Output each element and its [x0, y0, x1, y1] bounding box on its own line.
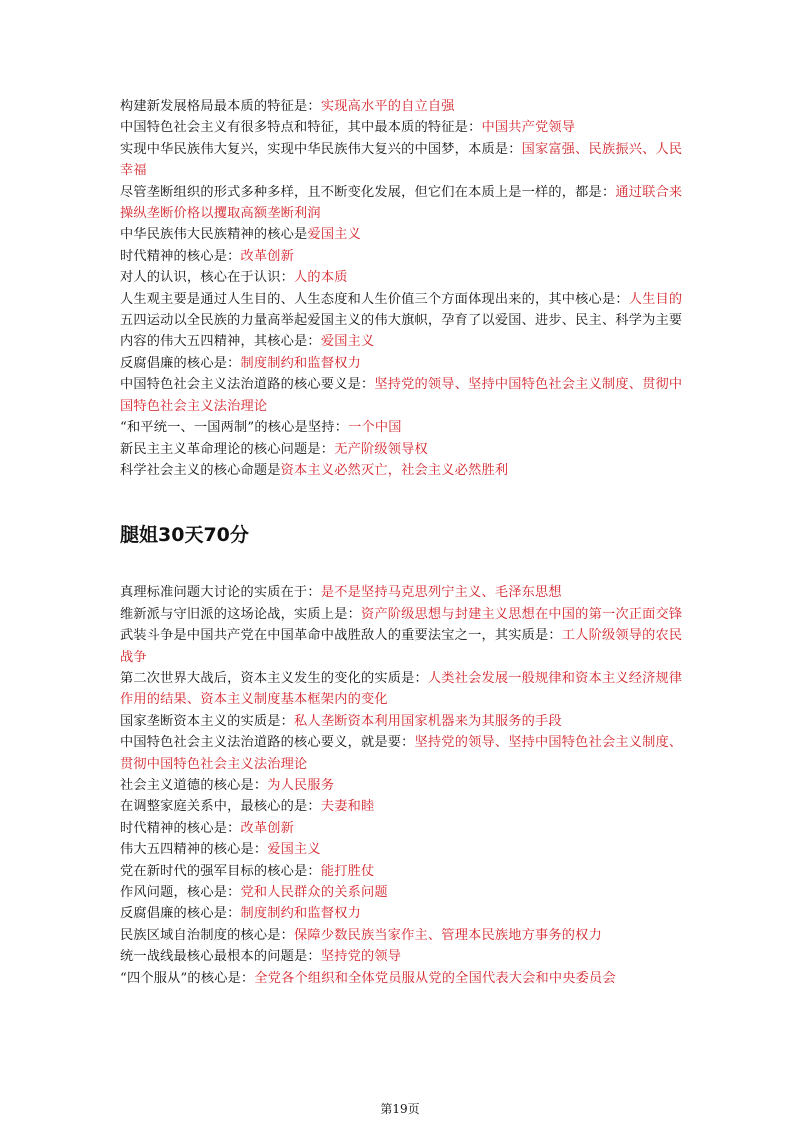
page-number: 第19页 — [380, 1102, 420, 1116]
question-text: 时代精神的核心是： — [120, 248, 241, 264]
qa-line — [120, 439, 686, 460]
qa-line — [120, 224, 686, 245]
question-text: 中国特色社会主义法治道路的核心要义是： — [120, 377, 375, 393]
question-text: 中国特色社会主义有很多特点和特征，其中最本质的特征是： — [120, 120, 482, 136]
question-text: 社会主义道德的核心是： — [120, 777, 268, 793]
question-text: 构建新发展格局最本质的特征是： — [120, 99, 321, 114]
question-text: 党在新时代的强军目标的核心是： — [120, 863, 321, 879]
question-text: 在调整家庭关系中，最核心的是： — [120, 799, 321, 815]
qa-line — [120, 925, 686, 946]
qa-line — [120, 604, 686, 625]
question-text: “四个服从”的核心是： — [120, 970, 255, 986]
question-text: 第二次世界大战后，资本主义发生的变化的实质是： — [120, 670, 428, 686]
qa-line — [120, 903, 686, 924]
question-text: 真理标准问题大讨论的实质在于： — [120, 585, 321, 601]
page-content — [120, 96, 686, 989]
answer-text: 爱国主义 — [267, 842, 321, 858]
qa-line — [120, 818, 686, 839]
answer-text: 为人民服务 — [267, 777, 335, 793]
qa-line — [120, 861, 686, 882]
qa-line — [120, 882, 686, 903]
qa-line — [120, 839, 686, 860]
question-text: 反腐倡廉的核心是： — [120, 906, 241, 922]
section-essence-core — [120, 582, 686, 989]
question-text: 时代精神的核心是： — [120, 820, 241, 836]
qa-line — [120, 460, 686, 481]
answer-text: 实现高水平的自立自强 — [320, 99, 455, 114]
qa-line — [120, 668, 686, 711]
qa-line — [120, 946, 686, 967]
question-text: 新民主主义革命理论的核心问题是： — [120, 441, 335, 457]
qa-line — [120, 310, 686, 353]
answer-text: 能打胜仗 — [320, 863, 375, 879]
answer-text: 制度制约和监督权力 — [240, 906, 361, 922]
qa-line — [120, 732, 686, 775]
answer-text: 国家富强、民族振兴、人民幸福 — [120, 141, 683, 179]
qa-line — [120, 117, 686, 138]
question-text: “和平统一、一国两制”的核心是坚持： — [120, 420, 349, 436]
question-text: 民族区域自治制度的核心是： — [120, 927, 295, 943]
question-text: 维新派与守旧派的这场论战，实质上是： — [120, 606, 361, 622]
question-text: 武装斗争是中国共产党在中国革命中战胜敌人的重要法宝之一，其实质是： — [120, 628, 562, 644]
question-text: 人生观主要是通过人生目的、人生态度和人生价值三个方面体现出来的，其中核心是： — [120, 291, 629, 307]
qa-line — [120, 246, 686, 267]
answer-text: 资产阶级思想与封建主义思想在中国的第一次正面交锋 — [360, 606, 683, 622]
answer-text: 工人阶级领导的农民战争 — [120, 628, 683, 665]
qa-line — [120, 374, 686, 417]
answer-text: 坚持党的领导 — [320, 949, 402, 965]
answer-text: 人的本质 — [294, 270, 348, 286]
answer-text: 坚持党的领导、坚持中国特色社会主义制度、贯彻中国特色社会主义法治理论 — [120, 735, 683, 772]
question-text: 伟大五四精神的核心是： — [120, 842, 268, 858]
question-text: 国家垄断资本主义的实质是： — [120, 713, 295, 729]
question-text: 作风问题，核心是： — [120, 885, 241, 900]
answer-text: 党和人民群众的关系问题 — [240, 885, 388, 900]
answer-text: 资本主义必然灭亡，社会主义必然胜利 — [280, 462, 509, 478]
question-text: 反腐倡廉的核心是： — [120, 355, 241, 371]
answer-text: 人类社会发展一般规律和资本主义经济规律作用的结果、资本主义制度基本框架内的变化 — [120, 670, 683, 708]
question-text: 尽管垄断组织的形式多种多样，且不断变化发展，但它们在本质上是一样的，都是： — [120, 184, 616, 200]
qa-line — [120, 625, 686, 668]
qa-line — [120, 139, 686, 182]
qa-line — [120, 417, 686, 438]
qa-line — [120, 267, 686, 288]
answer-text: 改革创新 — [240, 820, 295, 836]
answer-text: 夫妻和睦 — [320, 799, 375, 815]
section-heading: 腿姐30天70分 — [120, 524, 249, 547]
qa-line — [120, 968, 686, 989]
answer-text: 保障少数民族当家作主、管理本民族地方事务的权力 — [294, 927, 602, 943]
question-text: 五四运动以全民族的力量高举起爱国主义的伟大旗帜，孕育了以爱国、进步、民主、科学为主要内容的伟大五四精神，其核心是： — [120, 313, 683, 350]
answer-text: 改革创新 — [240, 248, 295, 264]
answer-text: 制度制约和监督权力 — [240, 355, 361, 371]
qa-line — [120, 289, 686, 310]
answer-text: 通过联合来操纵垄断价格以攫取高额垄断利润 — [120, 184, 683, 222]
qa-line — [120, 775, 686, 796]
qa-line — [120, 96, 686, 117]
qa-line — [120, 796, 686, 817]
answer-text: 中国共产党领导 — [481, 120, 576, 136]
answer-text: 爱国主义 — [320, 334, 375, 350]
qa-line — [120, 353, 686, 374]
question-text: 实现中华民族伟大复兴，实现中华民族伟大复兴的中国梦，本质是： — [120, 141, 522, 157]
answer-text: 坚持党的领导、坚持中国特色社会主义制度、贯彻中国特色社会主义法治理论 — [120, 377, 683, 414]
question-text: 统一战线最核心最根本的问题是： — [120, 949, 321, 965]
question-text: 中华民族伟大民族精神的核心是 — [120, 227, 308, 243]
section-core-essence — [120, 96, 686, 481]
question-text: 科学社会主义的核心命题是 — [120, 462, 281, 478]
question-text: 中国特色社会主义法治道路的核心要义，就是要： — [120, 735, 415, 751]
question-text: 对人的认识，核心在于认识： — [120, 270, 295, 286]
qa-line — [120, 582, 686, 603]
answer-text: 全党各个组织和全体党员服从党的全国代表大会和中央委员会 — [254, 970, 616, 986]
answer-text: 人生目的 — [628, 291, 683, 307]
answer-text: 私人垄断资本利用国家机器来为其服务的手段 — [294, 713, 562, 729]
qa-line — [120, 182, 686, 225]
answer-text: 是不是坚持马克思列宁主义、毛泽东思想 — [320, 585, 562, 601]
answer-text: 无产阶级领导权 — [334, 441, 428, 457]
answer-text: 爱国主义 — [307, 227, 361, 243]
qa-line — [120, 711, 686, 732]
answer-text: 一个中国 — [348, 420, 402, 436]
